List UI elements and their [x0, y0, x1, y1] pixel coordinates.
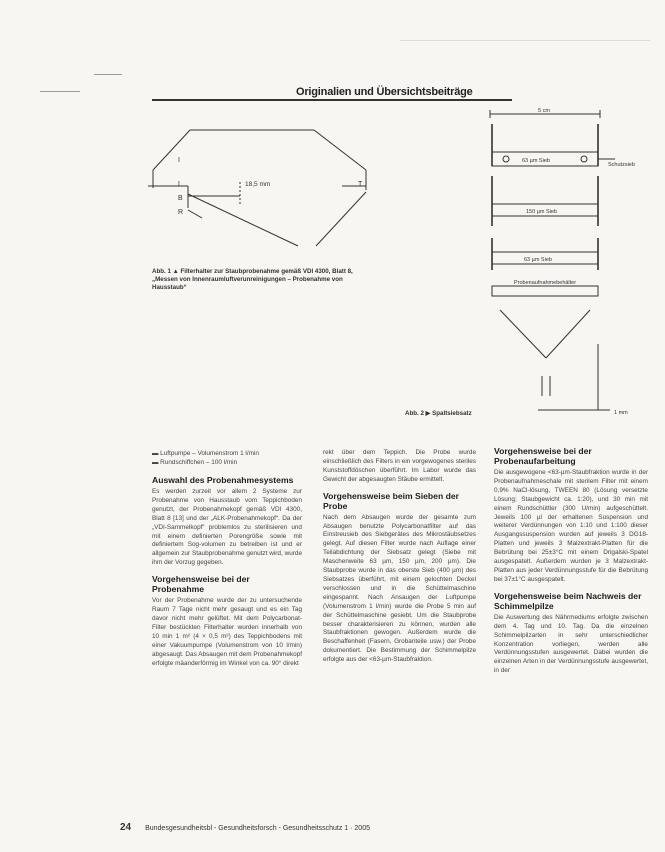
page-footer: [120, 822, 370, 833]
header-rule: [152, 99, 512, 101]
figure1-caption-lead: Abb. 1 ▲ Filterhalter zur Staubprobenahme gemäß VDI 4300,: [152, 268, 331, 275]
bullet-text: Rundschiffchen – 100 l/min: [160, 459, 238, 466]
heading-sampling-system: Auswahl des Probenahmesystems: [152, 475, 294, 485]
figure2-sieve-label-1: 63 µm Sieb: [522, 158, 550, 164]
text-column-1: [152, 449, 302, 674]
figure1-label-b: B: [178, 195, 183, 202]
figure2-funnel-left: [500, 310, 546, 358]
heading-sieving: Vorgehensweise beim Sieben der Probe: [323, 490, 459, 511]
bullet-text: Luftpumpe – Volumenstrom 1 l/min: [160, 450, 259, 457]
figure1-caption: [152, 268, 372, 292]
page-number: 24: [120, 822, 132, 833]
figure2-caption-lead: Abb. 2 ▶: [405, 410, 431, 417]
section-title: Originalien und Übersichtsbeiträge: [296, 86, 473, 98]
bullet-item: ▬ Luftpumpe – Volumenstrom 1 l/min: [152, 450, 259, 457]
journal-citation: Bundesgesundheitsbl - Gesundheitsforsch - Gesundheitsschutz 1 · 2005: [145, 825, 370, 832]
scan-speck: [94, 74, 122, 75]
figure1-dimension-label: 18,5 mm: [245, 181, 271, 188]
heading-mold-detection: Vorgehensweise beim Nachweis der Schimmelpilze: [494, 590, 642, 611]
scan-speck: [400, 40, 650, 41]
figure1-filter-edge: [188, 210, 202, 218]
figure2-right-label: 1 mm: [614, 410, 628, 416]
figure1-label-l: L: [178, 181, 182, 188]
figure2-side-label: Schutzsieb: [608, 162, 635, 168]
figure2-drawing: [480, 104, 660, 424]
paragraph: Nach dem Absaugen wurde der gesamte zum Absaugen benutzte Polycarbonatfilter auf das Einstreusieb des Siebgerätes des Mikrostäubsetzes gelegt. Auf diesen Filter wurde nach Auflage einer Teilabdichtung der Siebsatz gelegt (Siebe mit Maschenweite 63 µm, 150 µm, 200 µm). Die Staubprobe wurde in das oberste Sieb (400 µm) des Siebsatzes überführt, mit einem gelochten Deckel verschlossen und in die Schüttelmaschine eingespannt. Nach Ansaugen der Luftpumpe (Volumenstrom 1 l/min) wurde die Probe 5 min auf der Schüttelmaschine gesiebt. Um die Staubprobe besser charakterisieren zu können, wurden alle Staubfraktionen gewogen. Außerdem wurde die Beschaffenheit (Fasern, Grobanteile usw.) der Probe dokumentiert. Die Bestimmung der Schimmelpilze erfolgte aus der <63-µm-Staubfraktion.: [323, 513, 476, 664]
figure2-sieve-1-knob: [581, 156, 587, 162]
figure1-drawing: [148, 108, 398, 258]
figure2-width-label: 5 cm: [538, 108, 550, 114]
paragraph: Die ausgewogene <63-µm-Staubfraktion wurde in der Probenaufnahmeschale mit sterilem Filter mit einem 0,9% NaCl-lösung, TWEEN 80 (Lösung versetzte Lösung; Staubgewicht ca. 1:20), und 30 min mit einem Rundschüttler (300 U/min) aufgeschüttelt. Jeweils 100 µl der erhaltenen Suspension und weiterer Verdünnungen von 1:10 und 1:100 dieser Ausgangssuspension wurden auf jeweils 3 DG18-Platten und jeweils 3 Malzextrakt-Platten für die Bebrütung bei 25±3°C mit einem Drigalski-Spatel ausgespatelt. Außerdem wurden je 3 Malzextrakt-Platten aus jeder Verdünnungsstufe für die Bebrütung bei 37±1°C ausgespatelt.: [494, 469, 648, 583]
figure1-caption-rest: Blatt 8, „Messen von Innenraumluftverunreinigungen – Probenahme von Hausstaub“: [152, 268, 353, 291]
figure1-lower-left-edge: [188, 194, 298, 246]
figure1-upper-right-edge: [314, 130, 366, 170]
figure2-caption: [405, 410, 515, 418]
figure1-label-t: T: [358, 181, 363, 188]
figure1-lower-right-edge: [316, 192, 366, 246]
heading-sampling-procedure: Vorgehensweise bei der Probenahme: [152, 574, 250, 595]
text-column-3: [494, 446, 648, 682]
figure2-collector-rim: [492, 286, 598, 296]
text-column-2: [323, 449, 476, 671]
figure2-sieve-label-2: 150 µm Sieb: [526, 209, 557, 215]
figure2-sieve-1-knob: [503, 156, 509, 162]
figure2-sieve-label-3: 63 µm Sieb: [524, 257, 552, 263]
figure1-label-r: R: [178, 209, 184, 216]
paragraph: Vor der Probenahme wurde der zu untersuchende Raum 7 Tage nicht mehr gesaugt und es ein Tag davor nicht mehr gelüftet. Mit dem Polycarbonat-Filter bestückten Filterhalter wurden innerhalb von 10 min 1 m² (4 × 0,5 m²) des Teppichbodens mit einer Vakuumpumpe (Volumenstrom von 10 l/min) abgesaugt. Das Absaugen mit dem Probenahmekopf erfolgte mäanderförmig im Winkel von ca. 90° direkt: [152, 597, 302, 667]
paragraph: rekt über dem Teppich. Die Probe wurde einschließlich des Filters in ein vorgewogenes steriles Kunststoffdöschen überführt. Im Labor wurde das Gewicht der abgesaugten Stäube ermittelt.: [323, 449, 476, 483]
paragraph: Die Auswertung des Nährmediums erfolgte zwischen dem 4. Tag und 10. Tag. Da die einzelnen Schimmelpilzarten in sehr unterschiedlicher Konzentration vorliegen, werden alle Verdünnungsstufen ausgewertet. Dabei wurden die einzelnen Arten in der Verdünnungsstufe ausgewertet, in der: [494, 613, 648, 675]
bullet-item: ▬ Rundschiffchen – 100 l/min: [152, 459, 238, 466]
figure1-upper-left-edge: [153, 130, 190, 170]
scan-speck: [40, 91, 80, 92]
paragraph: Es werden zurzeit vor allem 2 Systeme zur Probenahme von Hausstaub vom Teppichboden genutzt, der Probenahmekopf gemäß VDI 4300, Blatt 8 [13] und der „ALK-Probenahmekopf“. Da der „VDI-Sammelkopf“ problemlos zu sterilisieren und mit einem definierten Porengröße sowie mit definiertem Sog-volumen zu betreiben ist und er allgemein zur Staubprobenahme genutzt wird, wurde ihm der Vorzug gegeben.: [152, 488, 302, 567]
figure2-caption-title: Spaltsiebsatz: [432, 410, 472, 417]
heading-sample-processing: Vorgehensweise bei der Probenaufarbeitung: [494, 446, 592, 466]
figure2-funnel-right: [546, 310, 590, 358]
figure1-label-i: I: [178, 157, 180, 164]
figure2-bottom-label: Probenaufnahmebehälter: [514, 280, 577, 286]
